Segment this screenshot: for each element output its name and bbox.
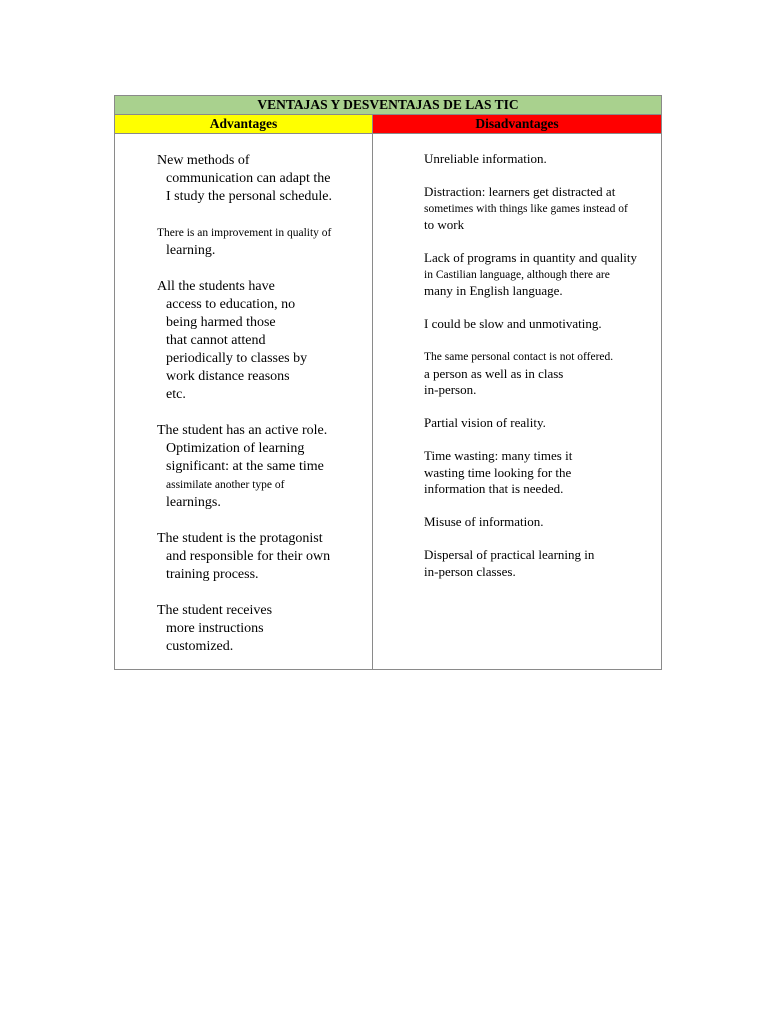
disadvantage-item bbox=[403, 349, 663, 399]
disadvantage-line: in Castilian language, although there are bbox=[424, 268, 610, 281]
disadvantage-line: Partial vision of reality. bbox=[424, 415, 546, 430]
disadvantage-line: Distraction: learners get distracted at bbox=[424, 184, 616, 199]
advantage-line: customized. bbox=[166, 639, 234, 654]
disadvantage-line: Lack of programs in quantity and quality bbox=[424, 250, 638, 265]
advantage-item bbox=[144, 422, 369, 512]
advantage-item bbox=[144, 530, 369, 584]
disadvantage-item bbox=[403, 151, 663, 168]
table-title: VENTAJAS Y DESVENTAJAS DE LAS TIC bbox=[115, 96, 661, 115]
disadvantage-line: many in English language. bbox=[424, 283, 563, 298]
content-row bbox=[115, 134, 661, 669]
advantage-line: I study the personal schedule. bbox=[166, 189, 333, 204]
advantage-line: Optimization of learning bbox=[166, 441, 305, 456]
advantage-item bbox=[144, 152, 369, 206]
advantage-line: being harmed those bbox=[166, 315, 276, 330]
advantage-line: more instructions bbox=[166, 621, 264, 636]
advantage-line: and responsible for their own bbox=[166, 549, 331, 564]
advantage-line: New methods of bbox=[157, 153, 250, 168]
disadvantage-item bbox=[403, 415, 663, 432]
advantage-line: that cannot attend bbox=[166, 333, 266, 348]
advantage-line: communication can adapt the bbox=[166, 171, 331, 186]
advantage-item bbox=[144, 278, 369, 404]
disadvantage-item bbox=[403, 316, 663, 333]
disadvantage-line: sometimes with things like games instead of bbox=[424, 202, 628, 215]
disadvantage-line: in-person classes. bbox=[424, 563, 516, 579]
disadvantage-line: a person as well as in class bbox=[424, 365, 564, 381]
disadvantage-line: Unreliable information. bbox=[424, 151, 547, 166]
advantage-line: All the students have bbox=[157, 279, 275, 294]
advantage-line: learning. bbox=[166, 243, 216, 258]
disadvantage-item bbox=[403, 250, 663, 300]
disadvantage-item bbox=[403, 448, 663, 498]
disadvantage-item bbox=[403, 514, 663, 531]
advantages-disadvantages-table bbox=[114, 95, 662, 670]
disadvantages-header: Disadvantages bbox=[373, 115, 661, 133]
advantage-line: etc. bbox=[166, 387, 186, 402]
advantage-line: The student receives bbox=[157, 603, 273, 618]
disadvantage-line: Misuse of information. bbox=[424, 514, 544, 529]
advantage-line: assimilate another type of bbox=[166, 479, 285, 491]
advantage-item bbox=[144, 602, 369, 656]
disadvantage-line: I could be slow and unmotivating. bbox=[424, 316, 602, 331]
disadvantage-item bbox=[403, 184, 663, 234]
advantage-line: significant: at the same time bbox=[166, 459, 324, 474]
header-row bbox=[115, 115, 661, 134]
advantage-line: access to education, no bbox=[166, 297, 296, 312]
advantage-line: There is an improvement in quality of bbox=[157, 227, 332, 239]
disadvantage-line: Time wasting: many times it bbox=[424, 448, 573, 463]
advantages-column bbox=[115, 134, 373, 669]
disadvantage-line: in-person. bbox=[424, 382, 477, 397]
disadvantage-line: information that is needed. bbox=[424, 481, 564, 496]
disadvantages-column bbox=[373, 134, 661, 669]
advantage-line: The student is the protagonist bbox=[157, 531, 323, 546]
advantage-line: training process. bbox=[166, 567, 259, 582]
disadvantage-line: Dispersal of practical learning in bbox=[424, 547, 595, 562]
advantage-item bbox=[144, 224, 369, 260]
disadvantage-item bbox=[403, 547, 663, 580]
disadvantage-line: wasting time looking for the bbox=[424, 464, 572, 480]
advantage-line: work distance reasons bbox=[166, 369, 290, 384]
advantage-line: The student has an active role. bbox=[157, 423, 328, 438]
advantage-line: periodically to classes by bbox=[166, 351, 308, 366]
advantages-header: Advantages bbox=[115, 115, 373, 133]
advantage-line: learnings. bbox=[166, 495, 221, 510]
disadvantage-line: to work bbox=[424, 217, 465, 232]
disadvantage-line: The same personal contact is not offered. bbox=[424, 351, 614, 363]
